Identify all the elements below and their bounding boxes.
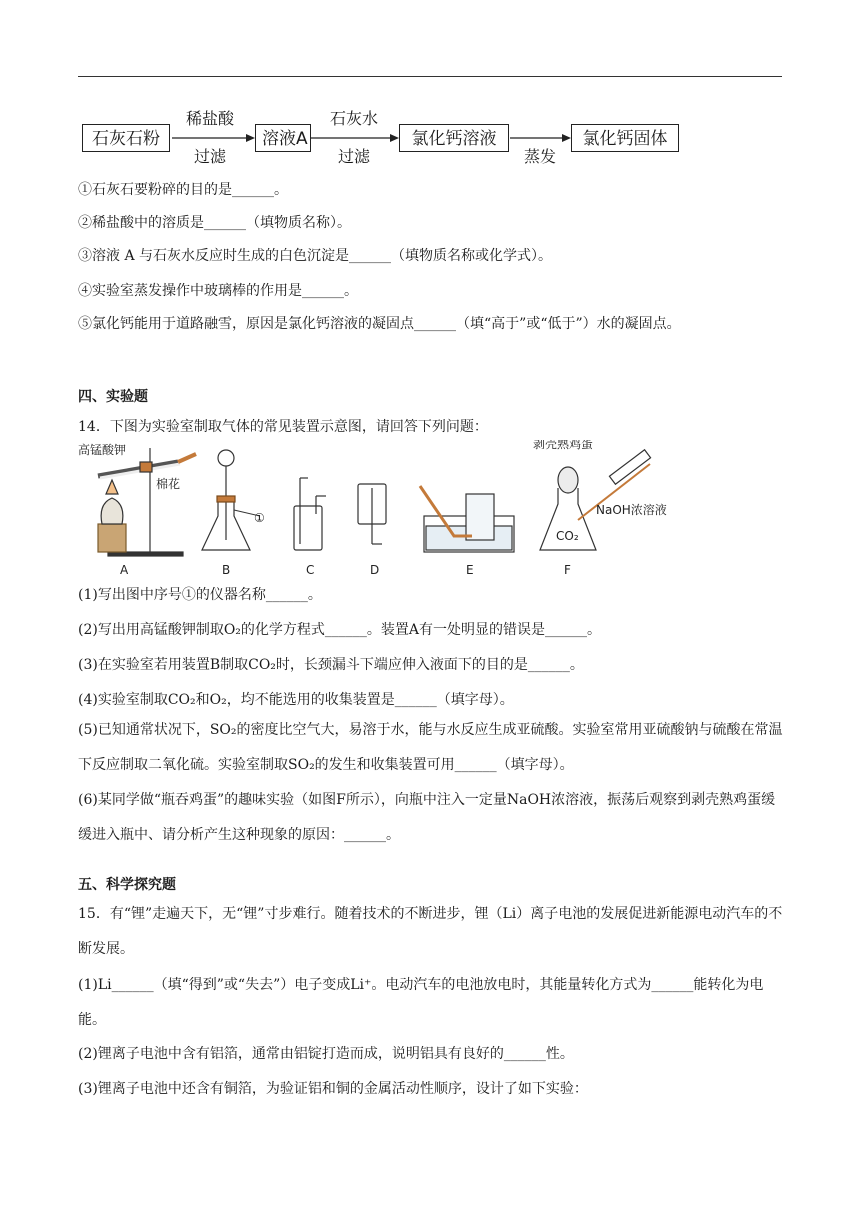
header-rule — [78, 76, 782, 77]
q15-part3: (3)锂离子电池中还含有铜箔，为验证铝和铜的金属活动性顺序，设计了如下实验： — [78, 1081, 588, 1097]
arrow3-bottom-label: 蒸发 — [523, 147, 556, 166]
q14-part4: (4)实验室制取CO₂和O₂，均不能选用的收集装置是______（填字母）。 — [78, 692, 514, 708]
letter-d: D — [370, 563, 380, 577]
apparatus-e — [420, 486, 514, 552]
label-co2: CO₂ — [556, 529, 579, 543]
q15-part2: (2)锂离子电池中含有铝箔，通常由铝锭打造而成，说明铝具有良好的______性。 — [78, 1046, 574, 1062]
label-peeled-egg: 剥壳熟鸡蛋 — [533, 440, 594, 451]
q13-sub5: ⑤氯化钙能用于道路融雪，原因是氯化钙溶液的凝固点______（填“高于”或“低于”）水的凝固点。 — [78, 316, 681, 332]
arrow2-top-label: 石灰水 — [329, 109, 378, 128]
flow-box-solution-a: 溶液A — [255, 124, 311, 152]
flow-box-cacl2-solution: 氯化钙溶液 — [399, 124, 509, 152]
apparatus-figure — [78, 440, 678, 582]
q14-part5: (5)已知通常状况下，SO₂的密度比空气大，易溶于水，能与水反应生成亚硫酸。实验室常用亚硫酸钠与硫酸在常温下反应制取二氧化硫。实验室制取SO₂的发生和收集装置可用______（填字母）。 — [78, 722, 783, 773]
label-cotton: 棉花 — [156, 477, 181, 491]
letter-c: C — [306, 563, 315, 577]
label-circle-one: ① — [254, 511, 265, 525]
q13-sub1: ①石灰石要粉碎的目的是______。 — [78, 182, 288, 198]
label-naoh-solution: NaOH浓溶液 — [596, 503, 667, 517]
q14-stem: 14．下图为实验室制取气体的常见装置示意图，请回答下列问题： — [78, 419, 488, 435]
q14-part3: (3)在实验室若用装置B制取CO₂时，长颈漏斗下端应伸入液面下的目的是______。 — [78, 657, 584, 673]
flow-box-cacl2-solid: 氯化钙固体 — [571, 124, 679, 152]
arrow2-bottom-label: 过滤 — [337, 147, 370, 166]
apparatus-drawing — [78, 440, 678, 582]
arrow1-top-label: 稀盐酸 — [185, 109, 234, 128]
apparatus-b — [202, 450, 260, 550]
apparatus-d — [358, 484, 386, 544]
letter-f: F — [564, 563, 571, 577]
letter-e: E — [466, 563, 474, 577]
q14-part6: (6)某同学做“瓶吞鸡蛋”的趣味实验（如图F所示），向瓶中注入一定量NaOH浓溶液，振荡后观察到剥壳熟鸡蛋缓缓进入瓶中、请分析产生这种现象的原因：______。 — [78, 792, 776, 843]
q15-part1: (1)Li______（填“得到”或“失去”）电子变成Li⁺。电动汽车的电池放电时，其能量转化方式为______能转化为电能。 — [78, 977, 764, 1028]
q14-part1: (1)写出图中序号①的仪器名称______。 — [78, 587, 322, 603]
section-heading-experiment: 四、实验题 — [78, 389, 148, 405]
flow-box-limestone: 石灰石粉 — [82, 124, 170, 152]
q13-sub2: ②稀盐酸中的溶质是______（填物质名称）。 — [78, 215, 351, 231]
arrow1-bottom-label: 过滤 — [193, 147, 226, 166]
letter-a: A — [120, 563, 129, 577]
section-heading-inquiry: 五、科学探究题 — [78, 877, 176, 893]
label-potassium-permanganate: 高锰酸钾 — [78, 443, 127, 457]
q13-sub4: ④实验室蒸发操作中玻璃棒的作用是______。 — [78, 283, 358, 299]
q13-sub3: ③溶液 A 与石灰水反应时生成的白色沉淀是______（填物质名称或化学式）。 — [78, 248, 553, 264]
q14-part2: (2)写出用高锰酸钾制取O₂的化学方程式______。装置A有一处明显的错误是______。 — [78, 622, 602, 638]
process-flow-diagram — [80, 109, 680, 166]
q15-stem: 15．有“锂”走遍天下，无“锂”寸步难行。随着技术的不断进步，锂（Li）离子电池的发展促进新能源电动汽车的不断发展。 — [78, 906, 783, 957]
letter-b: B — [222, 563, 231, 577]
apparatus-c — [294, 478, 326, 550]
apparatus-a — [98, 448, 196, 556]
